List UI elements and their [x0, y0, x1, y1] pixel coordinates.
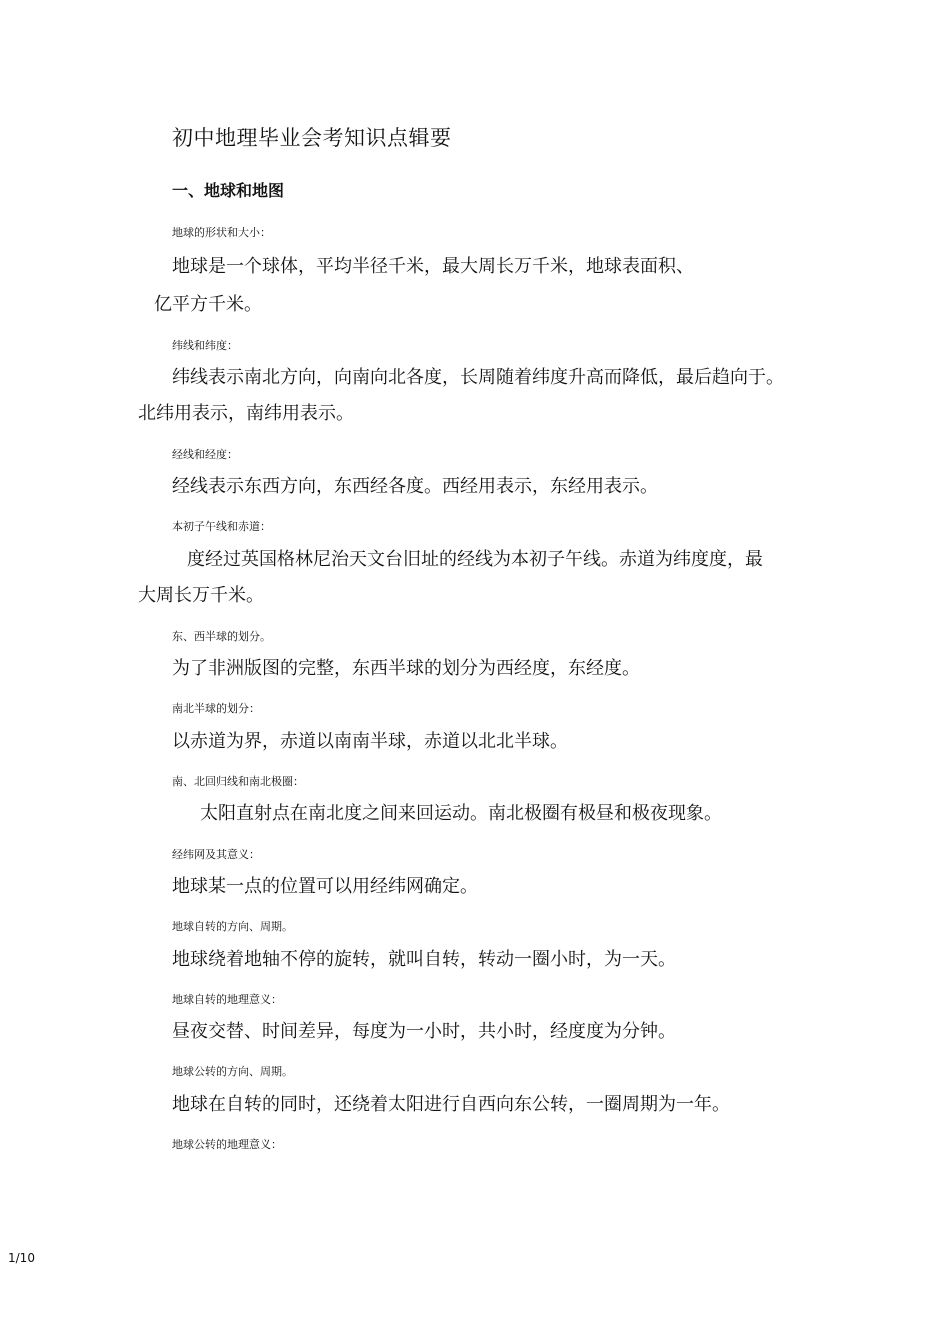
- item-text: 北纬用表示，南纬用表示。: [138, 403, 354, 424]
- item-text: 昼夜交替、时间差异，每度为一小时，共小时，经度度为分钟。: [172, 1021, 676, 1042]
- item-text: 为了非洲版图的完整，东西半球的划分为西经度，东经度。: [172, 658, 640, 679]
- item-text: 亿平方千米。: [154, 294, 262, 315]
- item-text: 经线表示东西方向，东西经各度。西经用表示，东经用表示。: [172, 476, 658, 497]
- item-label: 地球的形状和大小：: [172, 226, 271, 239]
- item-text: 度经过英国格林尼治天文台旧址的经线为本初子午线。赤道为纬度度，最: [187, 549, 763, 570]
- item-text: 太阳直射点在南北度之间来回运动。南北极圈有极昼和极夜现象。: [200, 803, 722, 824]
- document-title: 初中地理毕业会考知识点辑要: [172, 126, 452, 150]
- item-label: 经线和经度：: [172, 448, 238, 461]
- item-label: 地球自转的地理意义：: [172, 993, 282, 1006]
- item-text: 纬线表示南北方向，向南向北各度，长周随着纬度升高而降低，最后趋向于。: [172, 367, 784, 388]
- item-label: 经纬网及其意义：: [172, 848, 260, 861]
- item-label: 地球公转的地理意义：: [172, 1138, 282, 1151]
- item-text: 地球某一点的位置可以用经纬网确定。: [172, 876, 478, 897]
- item-text: 大周长万千米。: [138, 585, 264, 606]
- item-label: 本初子午线和赤道：: [172, 520, 271, 533]
- item-label: 东、西半球的划分。: [172, 630, 271, 643]
- item-text: 以赤道为界，赤道以南南半球，赤道以北北半球。: [172, 731, 568, 752]
- page-number: 1/10: [8, 1251, 35, 1265]
- item-label: 纬线和纬度：: [172, 339, 238, 352]
- item-text: 地球绕着地轴不停的旋转，就叫自转，转动一圈小时，为一天。: [172, 949, 676, 970]
- item-label: 南、北回归线和南北极圈：: [172, 775, 304, 788]
- item-label: 地球自转的方向、周期。: [172, 920, 293, 933]
- item-label: 南北半球的划分：: [172, 702, 260, 715]
- item-text: 地球在自转的同时，还绕着太阳进行自西向东公转，一圈周期为一年。: [172, 1094, 730, 1115]
- section-title: 一、地球和地图: [172, 181, 285, 200]
- item-label: 地球公转的方向、周期。: [172, 1065, 293, 1078]
- item-text: 地球是一个球体，平均半径千米，最大周长万千米，地球表面积、: [172, 256, 694, 277]
